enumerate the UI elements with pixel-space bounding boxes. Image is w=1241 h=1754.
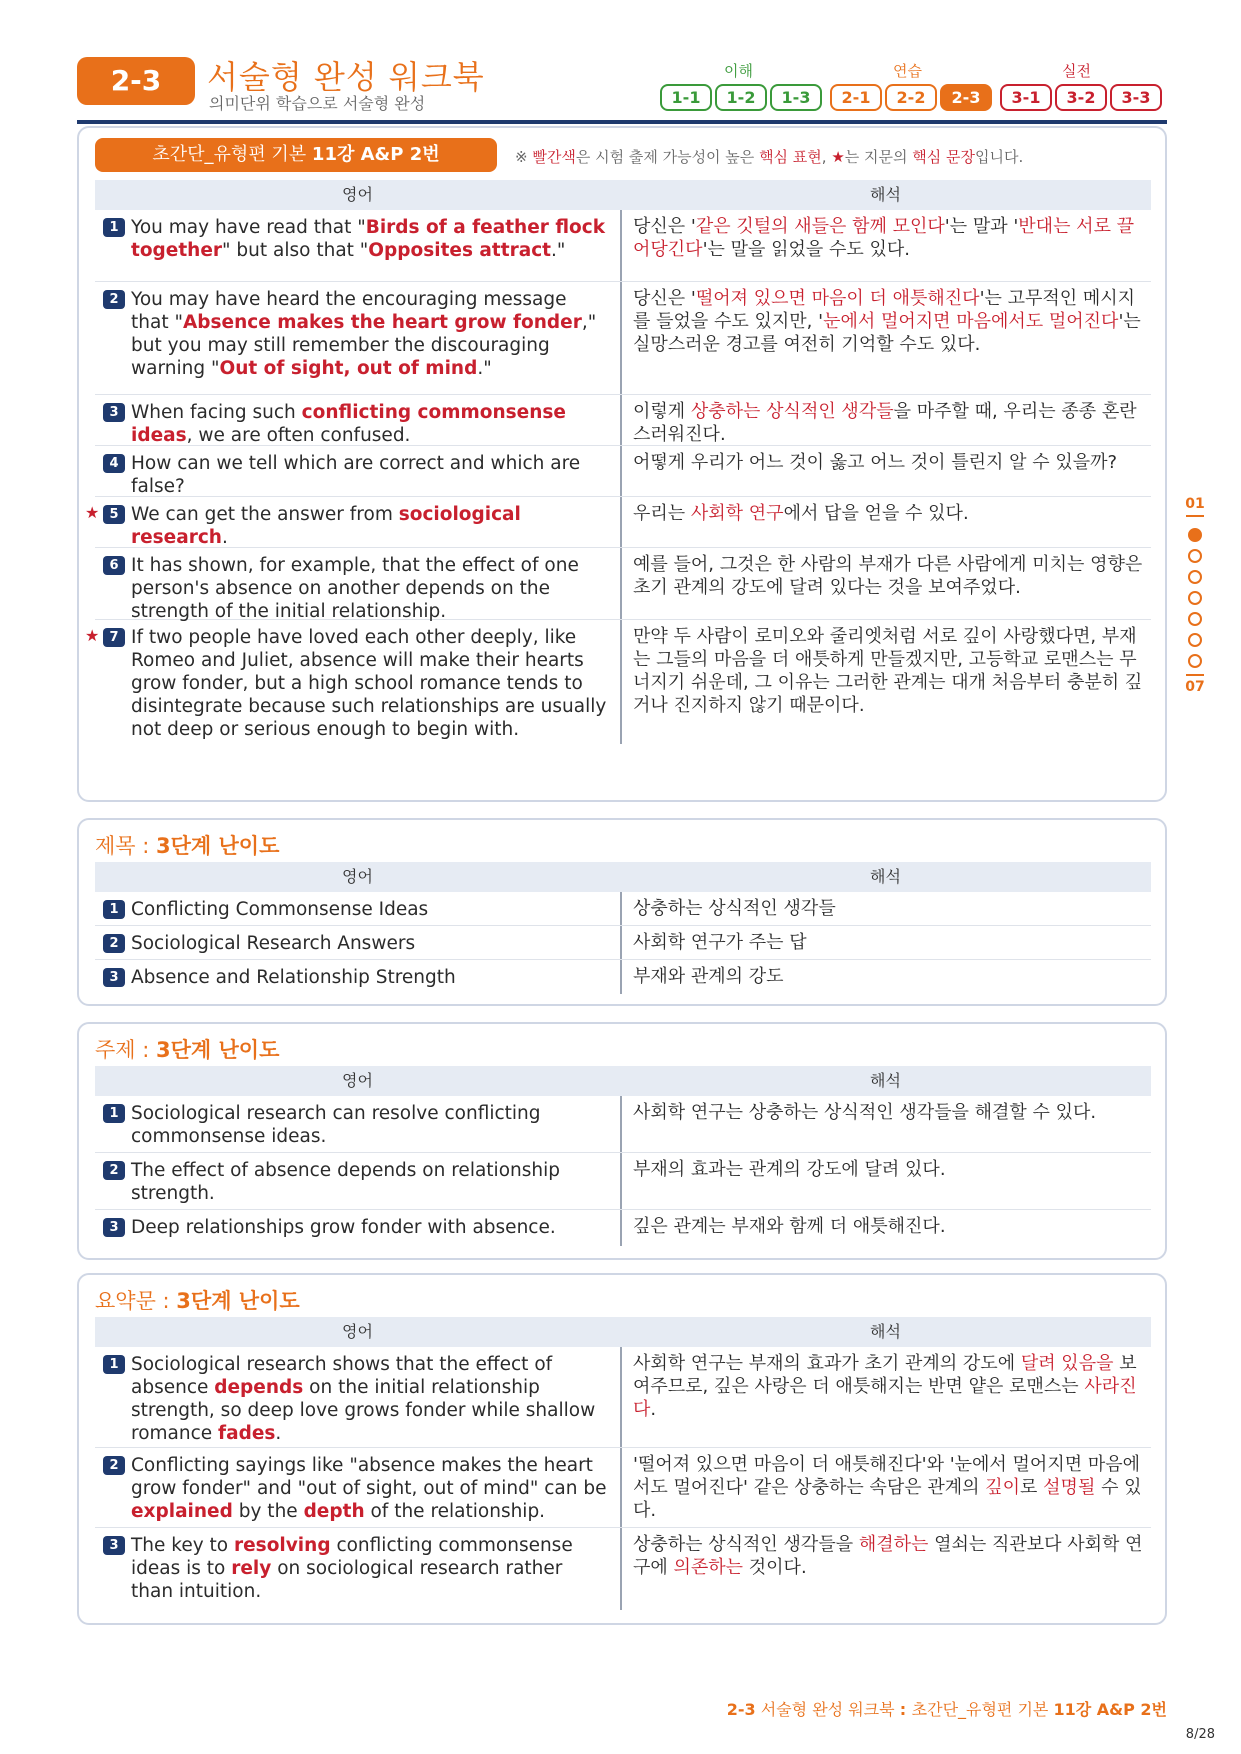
key-sentence-star-icon: ★ — [85, 503, 100, 522]
col-english: 영어 — [342, 185, 373, 204]
step-1-3[interactable]: 1-3 — [770, 84, 822, 111]
theme-row — [95, 1153, 1151, 1210]
english-theme: Sociological research can resolve conflicting commonsense ideas. — [131, 1103, 541, 1147]
korean-theme: 부재의 효과는 관계의 강도에 달려 있다. — [633, 1159, 946, 1180]
korean-translation: 예를 들어, 그것은 한 사람의 부재가 다른 사람에게 미치는 영향은 초기 관계의 강도에 달려 있다는 것을 보여주었다. — [633, 554, 1143, 598]
step-2-2[interactable]: 2-2 — [885, 84, 937, 111]
english-title: Absence and Relationship Strength — [131, 967, 456, 988]
col-translation: 해석 — [870, 185, 901, 204]
step-1-2[interactable]: 1-2 — [715, 84, 767, 111]
option-number: 2 — [103, 934, 125, 953]
summary-card — [77, 1273, 1167, 1625]
theme-row — [95, 1096, 1151, 1153]
option-number: 1 — [103, 900, 125, 919]
english-summary: The key to resolving conflicting commonsense ideas is to rely on sociological research rather than intuition. — [131, 1535, 573, 1602]
passage-row — [95, 548, 1151, 620]
korean-translation: 당신은 '같은 깃털의 새들은 함께 모인다'는 말과 '반대는 서로 끌어당긴다'는 말을 읽었을 수도 있다. — [633, 216, 1135, 260]
note-prefix: ※ — [515, 148, 533, 166]
theme-row — [95, 1210, 1151, 1246]
col-english: 영어 — [342, 1071, 373, 1090]
title-table-header — [95, 862, 1151, 892]
step-3-1[interactable]: 3-1 — [1000, 84, 1052, 111]
passage-row — [85, 620, 1151, 744]
option-number: 1 — [103, 1104, 125, 1123]
note-mid3: 는 지문의 — [844, 148, 913, 166]
note-end: 입니다. — [975, 148, 1024, 166]
passage-row — [85, 497, 1151, 548]
progress-dot[interactable] — [1188, 549, 1202, 563]
progress-end-label: 07 — [1185, 679, 1205, 695]
korean-title: 상충하는 상식적인 생각들 — [633, 898, 836, 919]
progress-dot-current[interactable] — [1188, 528, 1202, 542]
option-number: 3 — [103, 1218, 125, 1237]
progress-dot[interactable] — [1188, 654, 1202, 668]
english-sentence: How can we tell which are correct and which are false? — [131, 453, 581, 497]
english-title: Conflicting Commonsense Ideas — [131, 899, 429, 920]
korean-translation: 어떻게 우리가 어느 것이 옳고 어느 것이 틀린지 알 수 있을까? — [633, 452, 1118, 473]
korean-title: 부재와 관계의 강도 — [633, 966, 784, 987]
english-summary: Conflicting sayings like "absence makes the heart grow fonder" and "out of sight, out of mind" can be explained by the depth of the relationship. — [131, 1455, 607, 1522]
group-label-understand: 이해 — [724, 62, 753, 80]
english-theme: Deep relationships grow fonder with absence. — [131, 1217, 556, 1238]
korean-theme: 사회학 연구는 상충하는 상식적인 생각들을 해결할 수 있다. — [633, 1102, 1097, 1123]
header-divider — [77, 120, 1167, 124]
sentence-number: 5 — [103, 505, 125, 524]
section-title: 주제 : 3단계 난이도 — [95, 1038, 280, 1062]
english-theme: The effect of absence depends on relationship strength. — [131, 1160, 560, 1204]
summary-row — [95, 1528, 1151, 1610]
english-sentence: You may have read that "Birds of a feather flock together" but also that "Opposites attract." — [131, 217, 606, 261]
col-english: 영어 — [342, 867, 373, 886]
legend-note — [515, 146, 1023, 167]
passage-row — [95, 446, 1151, 497]
english-summary: Sociological research shows that the effect of absence depends on the initial relationship strength, so deep love grows fonder while shallow romance fades. — [131, 1354, 596, 1444]
progress-dot[interactable] — [1188, 633, 1202, 647]
progress-dot[interactable] — [1188, 570, 1202, 584]
lesson-badge: 2-3 — [77, 57, 195, 105]
korean-translation: 당신은 '떨어져 있으면 마음이 더 애틋해진다'는 고무적인 메시지를 들었을 수도 있지만, '눈에서 멀어지면 마음에서도 멀어진다'는 실망스러운 경고를 여전히 기억할 수도 있다. — [633, 288, 1141, 355]
korean-title: 사회학 연구가 주는 답 — [633, 932, 807, 953]
sentence-number: 6 — [103, 556, 125, 575]
english-sentence: If two people have loved each other deeply, like Romeo and Juliet, absence will make their hearts grow fonder, but a high school romance tends to disintegrate because such relationships are usually not deep or serious enough to begin with. — [131, 627, 607, 740]
note-star-icon: ★ — [831, 148, 845, 166]
section-title: 제목 : 3단계 난이도 — [95, 834, 280, 858]
summary-row — [95, 1347, 1151, 1448]
sentence-number: 2 — [103, 290, 125, 309]
korean-theme: 깊은 관계는 부재와 함께 더 애틋해진다. — [633, 1216, 946, 1237]
title-row — [95, 926, 1151, 960]
note-key-sentence: 핵심 문장 — [912, 148, 976, 166]
note-mid: 은 시험 출제 가능성이 높은 — [575, 148, 760, 166]
title-card — [77, 818, 1167, 1006]
progress-start-label: 01 — [1185, 496, 1205, 512]
english-sentence: You may have heard the encouraging message that "Absence makes the heart grow fonder," but you may still remember the discouraging warning "Out of sight, out of mind." — [131, 289, 597, 379]
page-title: 서술형 완성 워크북 — [207, 58, 485, 96]
option-number: 3 — [103, 968, 125, 987]
section-title: 요약문 : 3단계 난이도 — [95, 1289, 300, 1313]
korean-summary: 상충하는 상식적인 생각들을 해결하는 열쇠는 직관보다 사회학 연구에 의존하는 것이다. — [633, 1534, 1143, 1578]
sentence-number: 4 — [103, 454, 125, 473]
key-sentence-star-icon: ★ — [85, 626, 100, 645]
option-number: 2 — [103, 1161, 125, 1180]
english-sentence: We can get the answer from sociological research. — [131, 504, 521, 548]
summary-row — [95, 1448, 1151, 1528]
passage-row — [95, 282, 1151, 395]
note-red-word: 빨간색 — [532, 148, 576, 166]
option-number: 2 — [103, 1456, 125, 1475]
passage-tag-bold: 11강 A&P 2번 — [311, 144, 440, 165]
col-translation: 해석 — [870, 1071, 901, 1090]
note-comma: , — [821, 148, 832, 166]
korean-translation: 우리는 사회학 연구에서 답을 얻을 수 있다. — [633, 503, 969, 524]
korean-summary: '떨어져 있으면 마음이 더 애틋해진다'와 '눈에서 멀어지면 마음에서도 멀어진다' 같은 상충하는 속담은 관계의 깊이로 설명될 수 있다. — [633, 1454, 1142, 1521]
english-sentence: It has shown, for example, that the effect of one person's absence on another depends on the strength of the initial relationship. — [131, 555, 579, 622]
korean-translation: 이렇게 상충하는 상식적인 생각들을 마주할 때, 우리는 종종 혼란스러워진다. — [633, 401, 1137, 445]
group-label-practice: 연습 — [893, 62, 922, 80]
theme-table-header — [95, 1066, 1151, 1096]
page-number: 8/28 — [1185, 1727, 1215, 1742]
theme-card — [77, 1022, 1167, 1260]
sentence-number: 7 — [103, 628, 125, 647]
passage-row — [95, 395, 1151, 446]
sentence-number: 3 — [103, 403, 125, 422]
english-sentence: When facing such conflicting commonsense ideas, we are often confused. — [131, 402, 566, 446]
group-label-real: 실전 — [1062, 62, 1091, 80]
passage-tag — [95, 138, 497, 172]
col-translation: 해석 — [870, 867, 901, 886]
option-number: 3 — [103, 1536, 125, 1555]
sentence-number: 1 — [103, 218, 125, 237]
passage-row — [95, 210, 1151, 282]
korean-translation: 만약 두 사람이 로미오와 줄리엣처럼 서로 깊이 사랑했다면, 부재는 그들의 마음을 더 애틋하게 만들겠지만, 고등학교 로맨스는 무너지기 쉬운데, 그 이유는 그러한 관계는 대개 처음부터 충분히 깊거나 진지하지 않기 때문이다. — [633, 626, 1143, 716]
col-english: 영어 — [342, 1322, 373, 1341]
korean-summary: 사회학 연구는 부재의 효과가 초기 관계의 강도에 달려 있음을 보여주므로, 깊은 사랑은 더 애틋해지는 반면 얕은 로맨스는 사라진다. — [633, 1353, 1137, 1420]
step-3-2[interactable]: 3-2 — [1055, 84, 1107, 111]
title-row — [95, 892, 1151, 926]
col-translation: 해석 — [870, 1322, 901, 1341]
page-subtitle: 의미단위 학습으로 서술형 완성 — [209, 94, 426, 113]
footer-caption: 2-3 서술형 완성 워크북 : 초간단_유형편 기본 11강 A&P 2번 — [726, 1700, 1167, 1719]
passage-card — [77, 126, 1167, 802]
passage-tag-prefix: 초간단_유형편 기본 — [152, 144, 312, 165]
note-key-expression: 핵심 표현 — [759, 148, 822, 166]
summary-table-header — [95, 1317, 1151, 1347]
title-row — [95, 960, 1151, 994]
step-3-3[interactable]: 3-3 — [1110, 84, 1162, 111]
option-number: 1 — [103, 1355, 125, 1374]
passage-table-header — [95, 180, 1151, 210]
progress-dot[interactable] — [1188, 591, 1202, 605]
step-2-1[interactable]: 2-1 — [830, 84, 882, 111]
english-title: Sociological Research Answers — [131, 933, 416, 954]
progress-dot[interactable] — [1188, 612, 1202, 626]
step-2-3[interactable]: 2-3 — [940, 84, 992, 111]
step-1-1[interactable]: 1-1 — [660, 84, 712, 111]
